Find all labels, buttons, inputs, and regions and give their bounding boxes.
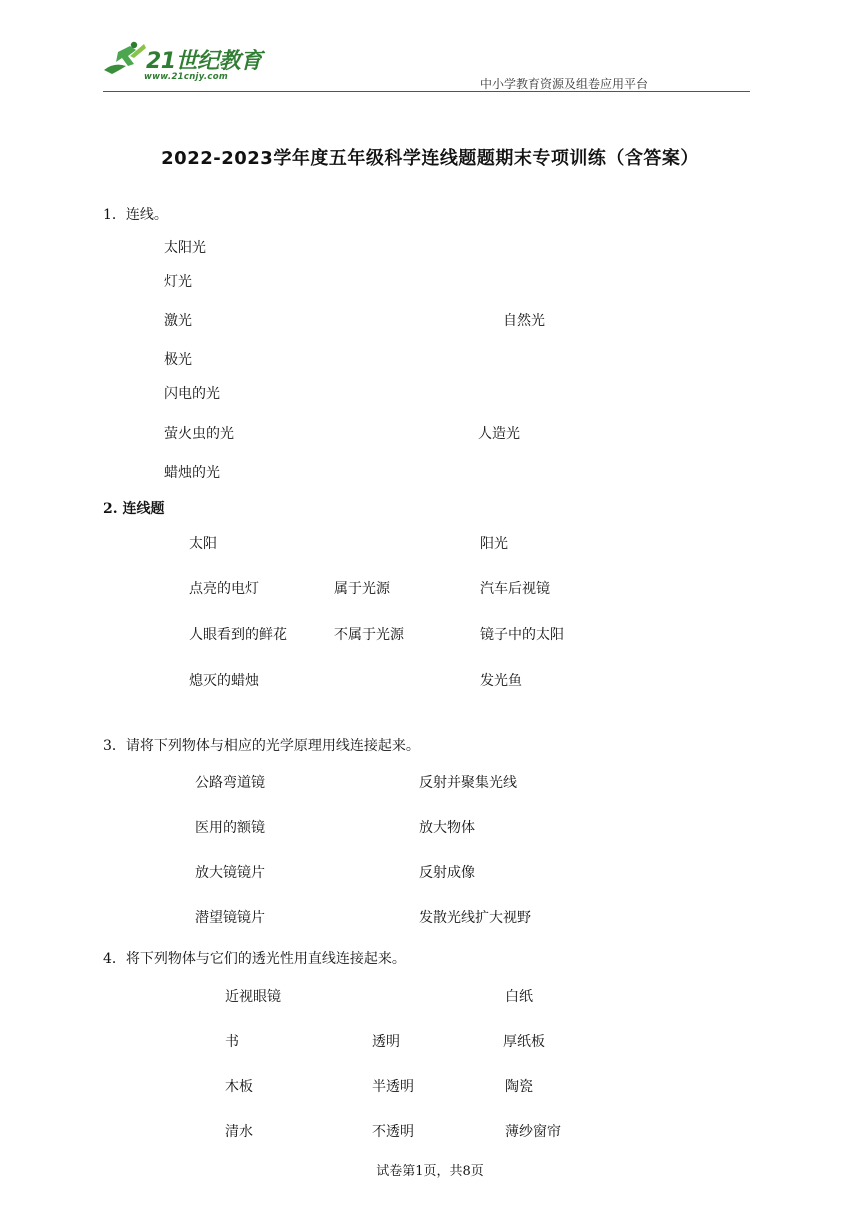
header-divider <box>103 91 750 92</box>
q4-left-item: 近视眼镜 <box>225 989 281 1005</box>
q2-left-item: 人眼看到的鲜花 <box>189 627 287 643</box>
q4-right-item: 陶瓷 <box>505 1079 533 1095</box>
q1-left-item: 闪电的光 <box>164 386 220 402</box>
q1-left-item: 激光 <box>164 313 192 329</box>
platform-label: 中小学教育资源及组卷应用平台 <box>480 77 649 91</box>
question-2-prompt: 2. 连线题 <box>103 501 165 517</box>
q3-right-item: 反射成像 <box>419 865 475 881</box>
q4-left-item: 木板 <box>225 1079 253 1095</box>
q1-left-item: 萤火虫的光 <box>164 426 234 442</box>
q1-left-item: 太阳光 <box>164 240 206 256</box>
q3-left-item: 医用的额镜 <box>195 820 265 836</box>
q3-left-item: 放大镜镜片 <box>195 865 265 881</box>
q2-left-item: 点亮的电灯 <box>189 581 259 597</box>
q3-left-item: 潜望镜镜片 <box>195 910 265 926</box>
q4-middle-item: 透明 <box>372 1034 400 1050</box>
q4-right-item: 白纸 <box>505 989 533 1005</box>
q4-middle-item: 不透明 <box>372 1124 414 1140</box>
q1-left-item: 极光 <box>164 352 192 368</box>
q2-right-item: 发光鱼 <box>480 673 522 689</box>
runner-logo-icon <box>100 40 150 80</box>
q1-left-item: 灯光 <box>164 274 192 290</box>
logo-url: www.21cnjy.com <box>144 72 228 82</box>
logo-text: 21世纪教育 <box>146 49 262 74</box>
site-logo <box>100 38 270 90</box>
page-title: 2022-2023学年度五年级科学连线题题期末专项训练（含答案） <box>161 148 699 169</box>
q4-left-item: 书 <box>225 1034 239 1050</box>
q2-right-item: 阳光 <box>480 536 508 552</box>
q3-right-item: 发散光线扩大视野 <box>419 910 531 926</box>
q2-middle-item: 属于光源 <box>334 581 390 597</box>
question-4-prompt: 4．将下列物体与它们的透光性用直线连接起来。 <box>103 951 406 967</box>
q1-right-item: 人造光 <box>478 426 520 442</box>
q4-middle-item: 半透明 <box>372 1079 414 1095</box>
q4-right-item: 厚纸板 <box>503 1034 545 1050</box>
q2-left-item: 熄灭的蜡烛 <box>189 673 259 689</box>
question-1-prompt: 1．连线。 <box>103 207 168 223</box>
q2-middle-item: 不属于光源 <box>334 627 404 643</box>
q1-left-item: 蜡烛的光 <box>164 465 220 481</box>
q1-right-item: 自然光 <box>503 313 545 329</box>
q2-left-item: 太阳 <box>189 536 217 552</box>
q3-right-item: 反射并聚集光线 <box>419 775 517 791</box>
q3-left-item: 公路弯道镜 <box>195 775 265 791</box>
q3-right-item: 放大物体 <box>419 820 475 836</box>
q2-right-item: 汽车后视镜 <box>480 581 550 597</box>
q4-right-item: 薄纱窗帘 <box>505 1124 561 1140</box>
question-3-prompt: 3．请将下列物体与相应的光学原理用线连接起来。 <box>103 738 420 754</box>
q4-left-item: 清水 <box>225 1124 253 1140</box>
q2-right-item: 镜子中的太阳 <box>480 627 564 643</box>
page-number-footer: 试卷第1页，共8页 <box>376 1164 484 1179</box>
